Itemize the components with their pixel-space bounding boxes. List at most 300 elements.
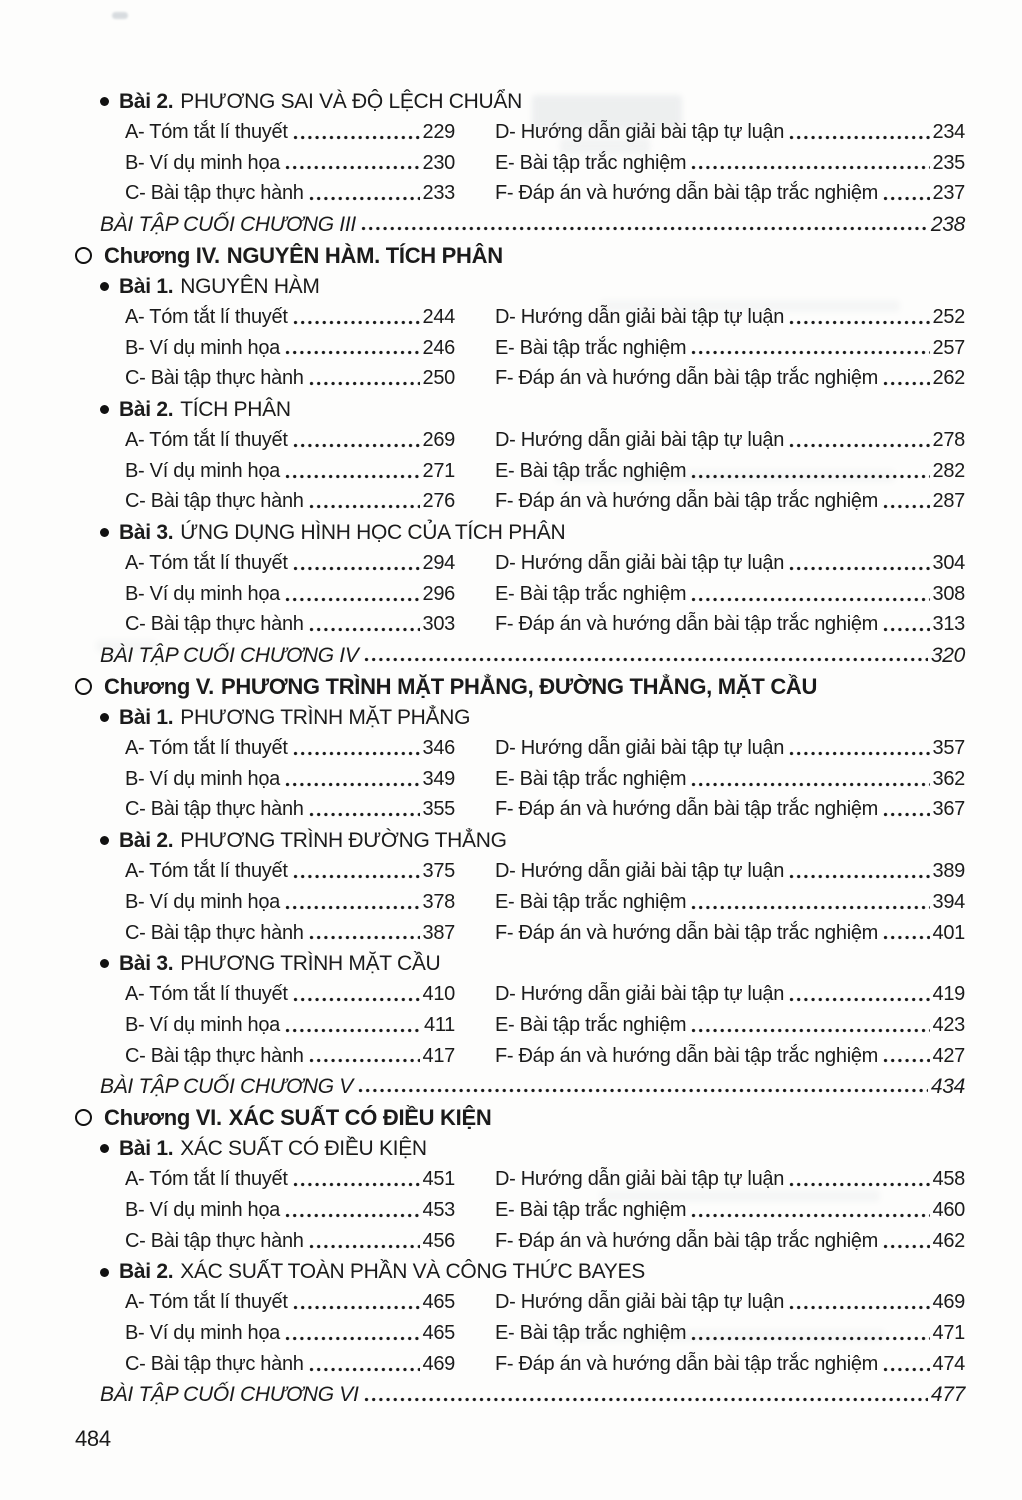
- toc-entry-page: 282: [932, 459, 965, 482]
- toc-entry: [125, 610, 455, 641]
- toc-entry-page: 287: [932, 490, 965, 513]
- entry-column-right: [495, 1288, 965, 1380]
- toc-entry-page: 389: [932, 860, 965, 883]
- lesson-heading: [100, 825, 965, 856]
- toc-entry-page: 296: [422, 582, 455, 605]
- entry-column-left: [125, 1164, 455, 1256]
- lesson-title: TÍCH PHÂN: [180, 397, 291, 421]
- chapter-heading: [75, 1102, 965, 1133]
- toc-entry-page: 244: [422, 305, 455, 328]
- toc-entry-label: F- Đáp án và hướng dẫn bài tập trắc nghiệm: [495, 182, 879, 205]
- toc-entry: [125, 548, 455, 579]
- lesson-entry-columns: [125, 733, 965, 825]
- lesson-heading: [100, 1257, 965, 1288]
- toc-entry-label: F- Đáp án và hướng dẫn bài tập trắc nghiệm: [495, 921, 879, 944]
- toc-entry: [125, 363, 455, 394]
- lesson-number: Bài 2.: [119, 89, 174, 113]
- dot-leader: [293, 874, 420, 879]
- toc-entry: [125, 1288, 455, 1319]
- bullet-icon: [100, 282, 109, 291]
- toc-entry-page: 375: [422, 860, 455, 883]
- toc-entry-label: B- Ví dụ minh họa: [125, 890, 280, 913]
- toc-content: [75, 86, 965, 1411]
- dot-leader: [883, 381, 929, 386]
- toc-entry-label: C- Bài tập thực hành: [125, 367, 304, 390]
- bullet-icon: [100, 1144, 109, 1153]
- toc-entry-page: 357: [932, 737, 965, 760]
- dot-leader: [309, 1244, 420, 1249]
- dot-leader: [883, 812, 929, 817]
- dot-leader: [293, 1182, 420, 1187]
- dot-leader: [789, 443, 929, 448]
- lesson-title: PHƯƠNG TRÌNH MẶT CẦU: [180, 951, 441, 975]
- toc-entry-page: 246: [422, 336, 455, 359]
- toc-entry-label: E- Bài tập trắc nghiệm: [495, 1198, 687, 1221]
- toc-entry-label: D- Hướng dẫn giải bài tập tự luận: [495, 1291, 785, 1314]
- toc-entry-page: 453: [422, 1198, 455, 1221]
- toc-entry-label: D- Hướng dẫn giải bài tập tự luận: [495, 1168, 785, 1191]
- dot-leader: [285, 1213, 420, 1218]
- entry-column-left: [125, 548, 455, 640]
- dot-leader: [883, 1058, 929, 1063]
- entry-column-right: [495, 548, 965, 640]
- lesson-block: [75, 1133, 965, 1256]
- toc-entry-page: 250: [422, 367, 455, 390]
- lesson-number: Bài 3.: [119, 520, 174, 544]
- toc-entry-label: F- Đáp án và hướng dẫn bài tập trắc nghiệm: [495, 1229, 879, 1252]
- toc-entry-page: 427: [932, 1044, 965, 1067]
- toc-entry-label: B- Ví dụ minh họa: [125, 336, 280, 359]
- dot-leader: [293, 997, 420, 1002]
- toc-entry: [125, 579, 455, 610]
- dot-leader: [691, 905, 929, 910]
- toc-entry-label: E- Bài tập trắc nghiệm: [495, 890, 687, 913]
- toc-entry: [495, 333, 965, 364]
- dot-leader: [293, 320, 420, 325]
- lesson-title: XÁC SUẤT CÓ ĐIỀU KIỆN: [180, 1136, 427, 1160]
- toc-entry-page: 234: [932, 120, 965, 143]
- toc-entry-label: A- Tóm tắt lí thuyết: [125, 737, 288, 760]
- chapter-end-title: BÀI TẬP CUỐI CHƯƠNG IV: [100, 643, 359, 667]
- dot-leader: [309, 1058, 420, 1063]
- entry-column-right: [495, 979, 965, 1071]
- toc-entry: [495, 487, 965, 518]
- toc-entry-label: B- Ví dụ minh họa: [125, 151, 280, 174]
- toc-entry: [495, 1041, 965, 1072]
- entry-column-left: [125, 856, 455, 948]
- toc-entry-label: B- Ví dụ minh họa: [125, 1322, 280, 1345]
- toc-entry-label: C- Bài tập thực hành: [125, 1352, 304, 1375]
- lesson-heading: [100, 702, 965, 733]
- toc-entry-page: 362: [932, 767, 965, 790]
- dot-leader: [691, 597, 929, 602]
- dot-leader: [883, 196, 929, 201]
- lesson-heading: [100, 271, 965, 302]
- dot-leader: [691, 1028, 929, 1033]
- toc-entry-page: 304: [932, 552, 965, 575]
- dot-leader: [883, 1244, 929, 1249]
- dot-leader: [691, 1336, 929, 1341]
- chapter-end-title: BÀI TẬP CUỐI CHƯƠNG III: [100, 212, 356, 236]
- toc-entry: [495, 456, 965, 487]
- toc-entry-page: 346: [422, 737, 455, 760]
- dot-leader: [285, 782, 420, 787]
- toc-entry-label: F- Đáp án và hướng dẫn bài tập trắc nghiệm: [495, 1352, 879, 1375]
- dot-leader: [691, 1213, 929, 1218]
- toc-entry-label: A- Tóm tắt lí thuyết: [125, 305, 288, 328]
- toc-entry-page: 419: [932, 983, 965, 1006]
- dot-leader: [285, 165, 420, 170]
- toc-entry-label: C- Bài tập thực hành: [125, 798, 304, 821]
- toc-entry: [495, 117, 965, 148]
- lesson-block: [75, 271, 965, 394]
- toc-entry: [125, 178, 455, 209]
- chapter-end-entry: [100, 1071, 965, 1102]
- dot-leader: [789, 135, 929, 140]
- toc-entry: [125, 795, 455, 826]
- toc-entry: [125, 1195, 455, 1226]
- lesson-entry-columns: [125, 1164, 965, 1256]
- toc-entry-page: 257: [932, 336, 965, 359]
- entry-column-right: [495, 425, 965, 517]
- dot-leader: [691, 782, 929, 787]
- toc-entry-label: D- Hướng dẫn giải bài tập tự luận: [495, 737, 785, 760]
- lesson-entry-columns: [125, 117, 965, 209]
- toc-entry-page: 355: [422, 798, 455, 821]
- lesson-block: [75, 1257, 965, 1380]
- toc-entry: [125, 1318, 455, 1349]
- toc-entry-label: A- Tóm tắt lí thuyết: [125, 552, 288, 575]
- toc-entry-label: D- Hướng dẫn giải bài tập tự luận: [495, 860, 785, 883]
- toc-entry-label: E- Bài tập trắc nghiệm: [495, 582, 687, 605]
- entry-column-left: [125, 117, 455, 209]
- dot-leader: [691, 350, 929, 355]
- lesson-title: PHƯƠNG TRÌNH MẶT PHẲNG: [180, 705, 471, 729]
- chapter-end-title: BÀI TẬP CUỐI CHƯƠNG VI: [100, 1383, 359, 1407]
- chapter-circle-icon: [75, 678, 92, 695]
- lesson-number: Bài 2.: [119, 828, 174, 852]
- chapter-number: Chương VI.: [104, 1104, 222, 1130]
- chapter-end-title: BÀI TẬP CUỐI CHƯƠNG V: [100, 1074, 353, 1098]
- toc-entry-page: 460: [932, 1198, 965, 1221]
- lesson-heading: [100, 394, 965, 425]
- toc-entry-label: B- Ví dụ minh họa: [125, 1013, 280, 1036]
- dot-leader: [789, 320, 929, 325]
- entry-column-left: [125, 425, 455, 517]
- lesson-block: [75, 948, 965, 1071]
- lesson-entry-columns: [125, 979, 965, 1071]
- toc-entry: [495, 178, 965, 209]
- toc-entry-label: E- Bài tập trắc nghiệm: [495, 1322, 687, 1345]
- toc-entry-page: 262: [932, 367, 965, 390]
- chapter-end-entry: [100, 640, 965, 671]
- toc-entry: [495, 1164, 965, 1195]
- toc-entry-label: A- Tóm tắt lí thuyết: [125, 860, 288, 883]
- toc-entry-page: 387: [422, 921, 455, 944]
- toc-entry: [495, 795, 965, 826]
- lesson-block: [75, 394, 965, 517]
- toc-entry-page: 229: [422, 120, 455, 143]
- chapter-end-entry: [100, 209, 965, 240]
- chapter-end-page: 434: [930, 1074, 965, 1098]
- toc-entry: [495, 148, 965, 179]
- toc-entry-label: C- Bài tập thực hành: [125, 1044, 304, 1067]
- bullet-icon: [100, 713, 109, 722]
- dot-leader: [789, 997, 929, 1002]
- dot-leader: [789, 751, 929, 756]
- toc-entry: [495, 548, 965, 579]
- toc-entry-label: D- Hướng dẫn giải bài tập tự luận: [495, 983, 785, 1006]
- toc-entry: [125, 764, 455, 795]
- toc-entry-page: 469: [422, 1352, 455, 1375]
- toc-entry-page: 313: [932, 613, 965, 636]
- toc-entry-page: 423: [932, 1013, 965, 1036]
- toc-entry-label: C- Bài tập thực hành: [125, 921, 304, 944]
- lesson-heading: [100, 517, 965, 548]
- entry-column-right: [495, 302, 965, 394]
- lesson-heading: [100, 948, 965, 979]
- dot-leader: [789, 1305, 929, 1310]
- dot-leader: [293, 566, 420, 571]
- lesson-entry-columns: [125, 1288, 965, 1380]
- chapter-end-entry: [100, 1380, 965, 1411]
- dot-leader: [309, 1367, 420, 1372]
- dot-leader: [883, 1367, 929, 1372]
- lesson-number: Bài 1.: [119, 1136, 174, 1160]
- chapter-title: NGUYÊN HÀM. TÍCH PHÂN: [226, 242, 503, 268]
- bullet-icon: [100, 97, 109, 106]
- toc-entry: [495, 1288, 965, 1319]
- toc-entry-label: F- Đáp án và hướng dẫn bài tập trắc nghiệm: [495, 613, 879, 636]
- toc-entry-page: 276: [422, 490, 455, 513]
- toc-entry-page: 474: [932, 1352, 965, 1375]
- toc-entry-page: 308: [932, 582, 965, 605]
- lesson-title: PHƯƠNG TRÌNH ĐƯỜNG THẲNG: [180, 828, 507, 852]
- toc-entry-page: 394: [932, 890, 965, 913]
- toc-entry-page: 367: [932, 798, 965, 821]
- toc-entry-page: 465: [422, 1291, 455, 1314]
- toc-entry: [495, 733, 965, 764]
- entry-column-left: [125, 1288, 455, 1380]
- toc-entry-label: E- Bài tập trắc nghiệm: [495, 336, 687, 359]
- toc-entry-page: 235: [932, 151, 965, 174]
- toc-entry: [125, 1164, 455, 1195]
- toc-entry: [495, 425, 965, 456]
- toc-entry: [495, 856, 965, 887]
- entry-column-right: [495, 117, 965, 209]
- toc-entry-page: 303: [422, 613, 455, 636]
- toc-entry-page: 252: [932, 305, 965, 328]
- toc-entry-page: 378: [422, 890, 455, 913]
- toc-entry-page: 271: [422, 459, 455, 482]
- toc-entry-label: A- Tóm tắt lí thuyết: [125, 983, 288, 1006]
- toc-entry: [495, 918, 965, 949]
- dot-leader: [883, 935, 929, 940]
- toc-entry-page: 458: [932, 1168, 965, 1191]
- lesson-title: PHƯƠNG SAI VÀ ĐỘ LỆCH CHUẨN: [180, 89, 522, 113]
- dot-leader: [285, 1336, 420, 1341]
- page-number: 484: [75, 1426, 111, 1451]
- toc-entry: [125, 487, 455, 518]
- toc-entry-page: 465: [422, 1322, 455, 1345]
- chapter-end-page: 320: [930, 643, 965, 667]
- toc-entry: [495, 979, 965, 1010]
- toc-entry-label: C- Bài tập thực hành: [125, 490, 304, 513]
- bullet-icon: [100, 1268, 109, 1277]
- toc-entry-page: 349: [422, 767, 455, 790]
- dot-leader: [293, 1305, 420, 1310]
- lesson-number: Bài 3.: [119, 951, 174, 975]
- toc-entry: [125, 1349, 455, 1380]
- toc-entry-page: 233: [422, 182, 455, 205]
- toc-entry: [125, 887, 455, 918]
- toc-entry: [125, 918, 455, 949]
- toc-entry: [125, 456, 455, 487]
- dot-leader: [309, 935, 420, 940]
- entry-column-left: [125, 302, 455, 394]
- toc-entry-label: D- Hướng dẫn giải bài tập tự luận: [495, 552, 785, 575]
- lesson-entry-columns: [125, 302, 965, 394]
- dot-leader: [364, 657, 928, 662]
- dot-leader: [309, 381, 420, 386]
- dot-leader: [358, 1088, 928, 1093]
- dot-leader: [789, 566, 929, 571]
- toc-entry-page: 469: [932, 1291, 965, 1314]
- entry-column-right: [495, 1164, 965, 1256]
- toc-entry: [495, 610, 965, 641]
- toc-entry: [125, 856, 455, 887]
- toc-entry: [125, 333, 455, 364]
- lesson-block: [75, 825, 965, 948]
- toc-entry-label: A- Tóm tắt lí thuyết: [125, 120, 288, 143]
- toc-entry: [125, 1010, 455, 1041]
- chapter-number: Chương IV.: [104, 242, 220, 268]
- toc-entry-label: F- Đáp án và hướng dẫn bài tập trắc nghiệm: [495, 1044, 879, 1067]
- dot-leader: [285, 474, 420, 479]
- dot-leader: [691, 165, 929, 170]
- toc-entry-label: D- Hướng dẫn giải bài tập tự luận: [495, 428, 785, 451]
- dot-leader: [789, 874, 929, 879]
- dot-leader: [285, 1028, 421, 1033]
- entry-column-left: [125, 733, 455, 825]
- entry-column-right: [495, 733, 965, 825]
- toc-entry-label: D- Hướng dẫn giải bài tập tự luận: [495, 305, 785, 328]
- toc-entry-page: 269: [422, 428, 455, 451]
- entry-column-left: [125, 979, 455, 1071]
- toc-entry-page: 451: [422, 1168, 455, 1191]
- toc-entry: [495, 887, 965, 918]
- dot-leader: [285, 905, 420, 910]
- toc-entry-label: E- Bài tập trắc nghiệm: [495, 1013, 687, 1036]
- toc-entry-label: E- Bài tập trắc nghiệm: [495, 151, 687, 174]
- toc-entry-label: F- Đáp án và hướng dẫn bài tập trắc nghiệm: [495, 798, 879, 821]
- dot-leader: [361, 226, 928, 231]
- lesson-number: Bài 2.: [119, 397, 174, 421]
- chapter-end-page: 477: [930, 1383, 965, 1407]
- dot-leader: [309, 196, 420, 201]
- toc-entry-page: 471: [932, 1322, 965, 1345]
- toc-entry: [495, 1318, 965, 1349]
- chapter-circle-icon: [75, 1109, 92, 1126]
- toc-entry: [125, 302, 455, 333]
- toc-entry-label: C- Bài tập thực hành: [125, 182, 304, 205]
- toc-entry: [495, 1010, 965, 1041]
- dot-leader: [285, 350, 420, 355]
- toc-entry: [495, 1226, 965, 1257]
- toc-entry-page: 230: [422, 151, 455, 174]
- lesson-entry-columns: [125, 548, 965, 640]
- dot-leader: [293, 135, 420, 140]
- toc-entry: [495, 363, 965, 394]
- dot-leader: [691, 474, 929, 479]
- toc-entry-label: E- Bài tập trắc nghiệm: [495, 767, 687, 790]
- bullet-icon: [100, 959, 109, 968]
- toc-entry: [125, 979, 455, 1010]
- chapter-circle-icon: [75, 247, 92, 264]
- toc-entry-label: C- Bài tập thực hành: [125, 613, 304, 636]
- toc-entry: [125, 733, 455, 764]
- scan-smudge: [112, 12, 128, 19]
- toc-entry-label: F- Đáp án và hướng dẫn bài tập trắc nghiệm: [495, 367, 879, 390]
- toc-entry: [125, 148, 455, 179]
- chapter-end-page: 238: [930, 212, 965, 236]
- toc-entry-label: D- Hướng dẫn giải bài tập tự luận: [495, 120, 785, 143]
- toc-entry-label: E- Bài tập trắc nghiệm: [495, 459, 687, 482]
- toc-entry-page: 401: [932, 921, 965, 944]
- dot-leader: [789, 1182, 929, 1187]
- lesson-heading: [100, 86, 965, 117]
- bullet-icon: [100, 405, 109, 414]
- toc-entry-label: A- Tóm tắt lí thuyết: [125, 428, 288, 451]
- lesson-title: XÁC SUẤT TOÀN PHẦN VÀ CÔNG THỨC BAYES: [180, 1260, 645, 1283]
- chapter-number: Chương V.: [104, 673, 214, 699]
- dot-leader: [364, 1397, 928, 1402]
- toc-entry-page: 294: [422, 552, 455, 575]
- lesson-heading: [100, 1133, 965, 1164]
- toc-entry-page: 411: [424, 1013, 455, 1036]
- toc-entry: [495, 302, 965, 333]
- chapter-title: PHƯƠNG TRÌNH MẶT PHẲNG, ĐƯỜNG THẲNG, MẶT CẦU: [220, 673, 818, 699]
- lesson-entry-columns: [125, 856, 965, 948]
- toc-entry-label: B- Ví dụ minh họa: [125, 582, 280, 605]
- toc-entry-page: 456: [422, 1229, 455, 1252]
- toc-entry-page: 278: [932, 428, 965, 451]
- toc-entry: [125, 117, 455, 148]
- entry-column-right: [495, 856, 965, 948]
- dot-leader: [883, 627, 929, 632]
- toc-entry-page: 417: [422, 1044, 455, 1067]
- toc-entry-page: 237: [932, 182, 965, 205]
- dot-leader: [293, 443, 420, 448]
- toc-entry-label: B- Ví dụ minh họa: [125, 459, 280, 482]
- lesson-block: [75, 517, 965, 640]
- lesson-block: [75, 86, 965, 209]
- toc-entry-label: A- Tóm tắt lí thuyết: [125, 1291, 288, 1314]
- lesson-number: Bài 1.: [119, 705, 174, 729]
- toc-entry-page: 410: [422, 983, 455, 1006]
- dot-leader: [883, 504, 929, 509]
- toc-entry-label: C- Bài tập thực hành: [125, 1229, 304, 1252]
- toc-entry-label: B- Ví dụ minh họa: [125, 767, 280, 790]
- lesson-block: [75, 702, 965, 825]
- chapter-heading: [75, 240, 965, 271]
- toc-entry: [495, 579, 965, 610]
- dot-leader: [293, 751, 420, 756]
- lesson-title: NGUYÊN HÀM: [180, 274, 320, 298]
- toc-entry: [495, 1195, 965, 1226]
- toc-entry-label: B- Ví dụ minh họa: [125, 1198, 280, 1221]
- toc-entry-page: 462: [932, 1229, 965, 1252]
